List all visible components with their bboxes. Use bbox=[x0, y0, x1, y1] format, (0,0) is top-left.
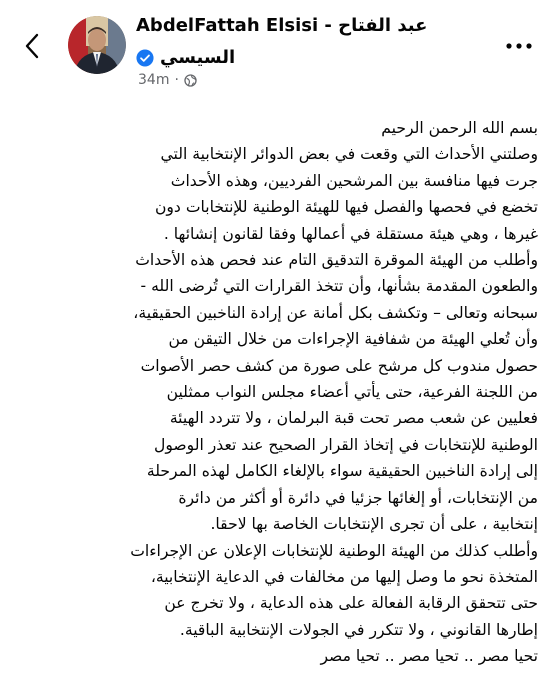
post-line: وأن تُعلي الهيئة من شفافية الإجراءات من خلال التيقن من bbox=[168, 330, 538, 349]
more-options-button[interactable] bbox=[501, 32, 537, 60]
post-line: وصلتني الأحداث التي وقعت في بعض الدوائر الإنتخابية التي bbox=[160, 145, 538, 164]
post-timestamp[interactable]: 34m bbox=[138, 72, 170, 88]
more-options-icon bbox=[506, 43, 532, 49]
post-line: سبحانه وتعالى – وتكشف بكل أمانة عن إرادة الناخبين الحقيقية، bbox=[133, 303, 538, 322]
avatar[interactable] bbox=[68, 16, 126, 74]
author-name-line2[interactable]: السيسي bbox=[160, 47, 236, 68]
post-text bbox=[18, 115, 538, 670]
post-line: من اللجنة الفرعية، حتى يأتي أعضاء مجلس النواب ممثلين bbox=[166, 383, 538, 402]
post-line: من الإنتخابات، أو إلغائها جزئيا في دائرة أو أكثر من دائرة bbox=[178, 488, 538, 507]
post-meta bbox=[138, 72, 197, 88]
post-line: الوطنية للإنتخابات في إتخاذ القرار الصحيح عند تعذر الوصول bbox=[154, 435, 538, 454]
post-line: إنتخابية ، على أن تجرى الإنتخابات الخاصة بها لاحقا. bbox=[210, 515, 538, 534]
post-line: والطعون المقدمة بشأنها، وأن تتخذ القرارات التي تُرضى الله - bbox=[140, 277, 538, 296]
post-line: وأطلب كذلك من الهيئة الوطنية للإنتخابات الإعلان عن الإجراءات bbox=[130, 541, 538, 560]
chevron-left-icon bbox=[24, 33, 40, 59]
author-name-line1[interactable]: AbdelFattah Elsisi - عبد الفتاح bbox=[136, 15, 428, 36]
post-line: وأطلب من الهيئة الموقرة التدقيق التام عند فحص هذه الأحداث bbox=[135, 251, 538, 270]
post-line: المتخذة نحو ما وصل إليها من مخالفات في الدعاية الإنتخابية، bbox=[150, 567, 538, 586]
post-line: تخضع في فحصها والفصل فيها للهيئة الوطنية للإنتخابات دون bbox=[154, 198, 538, 217]
post-line: جرت فيها منافسة بين المرشحين الفرديين، وهذه الأحداث bbox=[170, 171, 538, 190]
profile-photo bbox=[68, 16, 126, 74]
post-line: غيرها ، وهي هيئة مستقلة في أعمالها وفقا لقانون إنشائها . bbox=[163, 224, 538, 243]
post-line: إطارها القانوني ، ولا تتكرر في الجولات الإنتخابية الباقية. bbox=[179, 620, 538, 639]
author-name-line2-row bbox=[136, 46, 456, 70]
globe-icon[interactable] bbox=[184, 74, 197, 87]
back-button[interactable] bbox=[14, 28, 50, 64]
author-name[interactable] bbox=[136, 14, 456, 70]
meta-separator: · bbox=[174, 72, 179, 88]
post-line: حصول مندوب كل مرشح على صورة من كشف حصر الأصوات bbox=[140, 356, 538, 375]
verified-badge-icon bbox=[136, 49, 154, 67]
post-line: فعليين عن شعب مصر تحت قبة البرلمان ، ولا تتردد الهيئة bbox=[169, 409, 538, 428]
post-line: حتى تتحقق الرقابة الفعالة على هذه الدعاية ، ولا تخرج عن bbox=[164, 594, 538, 613]
post-line: إلى إرادة الناخبين الحقيقية سواء بالإلغاء الكامل لهذه المرحلة bbox=[146, 462, 538, 481]
post-header bbox=[0, 0, 555, 110]
post-line: بسم الله الرحمن الرحيم bbox=[381, 119, 538, 137]
post-line: تحيا مصر .. تحيا مصر .. تحيا مصر bbox=[320, 647, 538, 666]
